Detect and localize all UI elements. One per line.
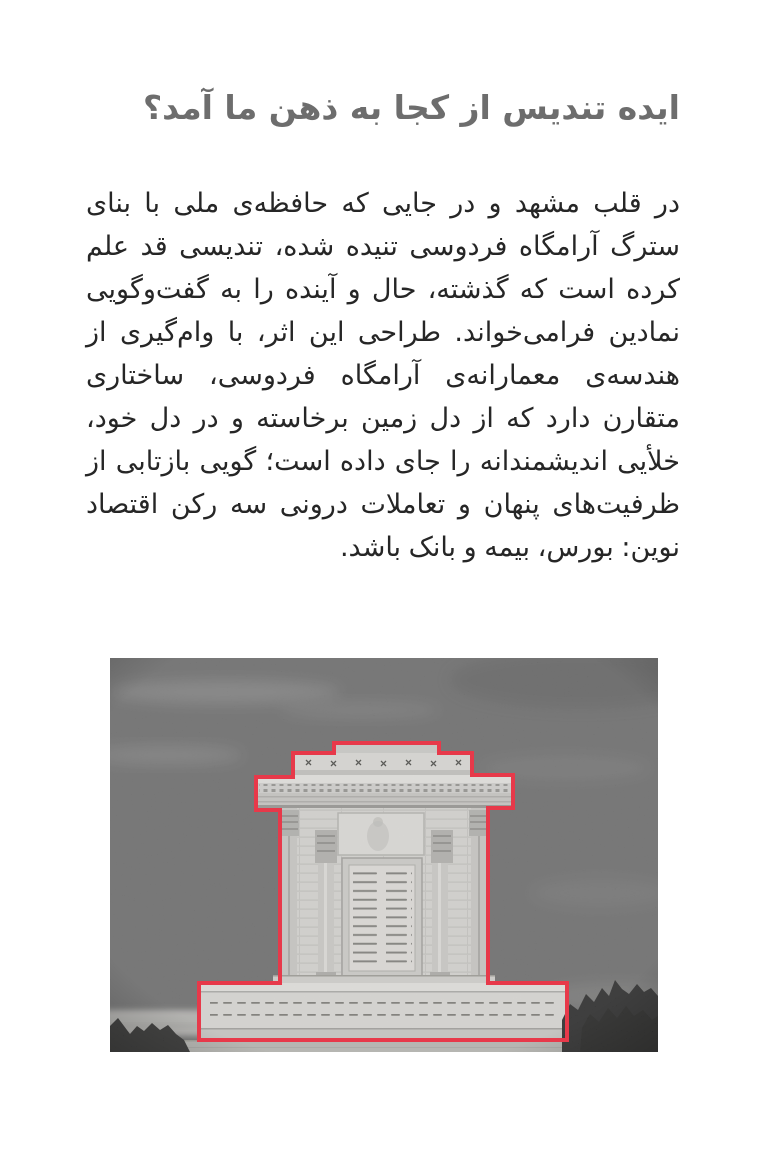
ferdowsi-monument-photo [110,658,658,1052]
body-paragraph: در قلب مشهد و در جایی که حافظه‌ی ملی با بنای سترگ آرامگاه فردوسی تنیده شده، تندیسی قد علم کرده است که گذشته، حال و آینده را به گفت‌وگویی نمادین فرامی‌خواند. طراحی این اثر، با وام‌گیری از هندسه‌ی معمارانه‌ی آرامگاه فردوسی، ساختاری متقارن دارد که از دل زمین برخاسته و در دل خود، خلأیی اندیشمندانه را جای داده است؛ گویی بازتابی از ظرفیت‌های پنهان و تعاملات درونی سه رکن اقتصاد نوین: بورس، بیمه و بانک باشد. [86,188,680,563]
vignette [110,658,658,1052]
page-title: ایده تندیس از کجا به ذهن ما آمد؟ [143,88,680,127]
